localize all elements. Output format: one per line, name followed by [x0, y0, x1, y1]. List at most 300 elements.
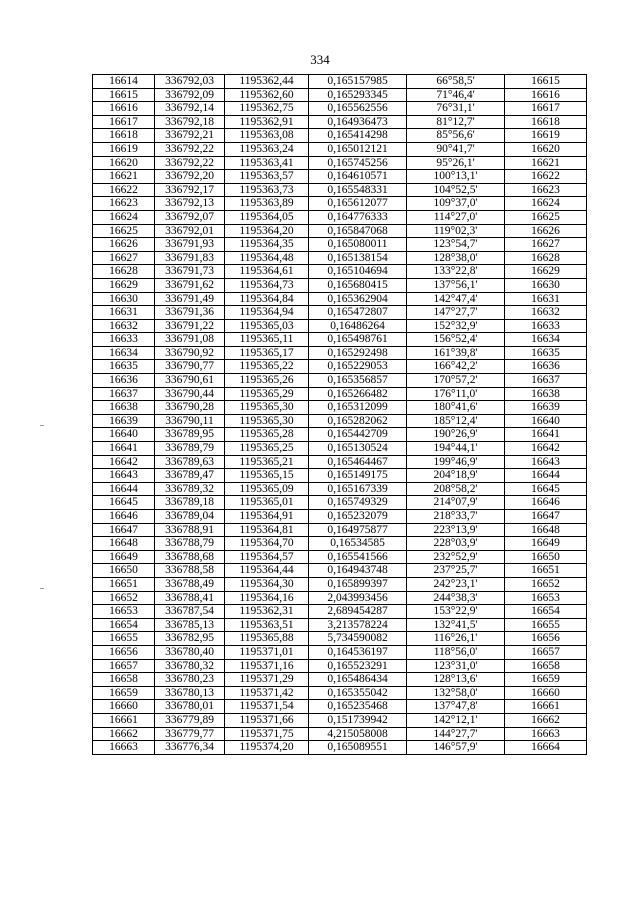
x-coordinate-cell: 336791,73	[155, 265, 225, 279]
x-coordinate-cell: 336789,79	[155, 442, 225, 456]
table-row	[93, 265, 587, 279]
direction-angle-cell: 104°52,5'	[407, 183, 505, 197]
y-coordinate-cell: 1195365,15	[225, 469, 309, 483]
point-number-cell: 16650	[93, 564, 155, 578]
y-coordinate-cell: 1195365,30	[225, 401, 309, 415]
distance-cell: 0,165149175	[309, 469, 407, 483]
x-coordinate-cell: 336790,92	[155, 346, 225, 360]
x-coordinate-cell: 336792,21	[155, 129, 225, 143]
y-coordinate-cell: 1195364,61	[225, 265, 309, 279]
distance-cell: 0,16534585	[309, 537, 407, 551]
table-row	[93, 401, 587, 415]
direction-angle-cell: 133°22,8'	[407, 265, 505, 279]
next-point-cell: 16661	[505, 700, 587, 714]
next-point-cell: 16631	[505, 292, 587, 306]
table-row	[93, 170, 587, 184]
point-number-cell: 16631	[93, 306, 155, 320]
direction-angle-cell: 123°54,7'	[407, 238, 505, 252]
distance-cell: 0,165312099	[309, 401, 407, 415]
direction-angle-cell: 142°12,1'	[407, 713, 505, 727]
page-number: 334	[310, 52, 330, 67]
direction-angle-cell: 223°13,9'	[407, 523, 505, 537]
point-number-cell: 16639	[93, 414, 155, 428]
point-number-cell: 16641	[93, 442, 155, 456]
next-point-cell: 16647	[505, 510, 587, 524]
next-point-cell: 16657	[505, 645, 587, 659]
y-coordinate-cell: 1195364,81	[225, 523, 309, 537]
x-coordinate-cell: 336792,01	[155, 224, 225, 238]
distance-cell: 0,165745256	[309, 156, 407, 170]
y-coordinate-cell: 1195363,08	[225, 129, 309, 143]
table-row	[93, 741, 587, 755]
point-number-cell: 16629	[93, 278, 155, 292]
x-coordinate-cell: 336791,08	[155, 333, 225, 347]
x-coordinate-cell: 336788,79	[155, 537, 225, 551]
direction-angle-cell: 142°47,4'	[407, 292, 505, 306]
table-row	[93, 414, 587, 428]
direction-angle-cell: 232°52,9'	[407, 550, 505, 564]
next-point-cell: 16618	[505, 115, 587, 129]
distance-cell: 2,043993456	[309, 591, 407, 605]
point-number-cell: 16618	[93, 129, 155, 143]
direction-angle-cell: 185°12,4'	[407, 414, 505, 428]
x-coordinate-cell: 336789,32	[155, 482, 225, 496]
next-point-cell: 16622	[505, 170, 587, 184]
y-coordinate-cell: 1195371,42	[225, 686, 309, 700]
distance-cell: 0,165486434	[309, 673, 407, 687]
y-coordinate-cell: 1195365,21	[225, 455, 309, 469]
direction-angle-cell: 144°27,7'	[407, 727, 505, 741]
table-row	[93, 346, 587, 360]
x-coordinate-cell: 336792,22	[155, 156, 225, 170]
table-row	[93, 374, 587, 388]
table-row	[93, 673, 587, 687]
y-coordinate-cell: 1195374,20	[225, 741, 309, 755]
point-number-cell: 16640	[93, 428, 155, 442]
distance-cell: 0,165229053	[309, 360, 407, 374]
next-point-cell: 16660	[505, 686, 587, 700]
next-point-cell: 16648	[505, 523, 587, 537]
x-coordinate-cell: 336780,23	[155, 673, 225, 687]
table-row	[93, 700, 587, 714]
point-number-cell: 16623	[93, 197, 155, 211]
next-point-cell: 16624	[505, 197, 587, 211]
next-point-cell: 16649	[505, 537, 587, 551]
y-coordinate-cell: 1195364,05	[225, 210, 309, 224]
next-point-cell: 16620	[505, 142, 587, 156]
table-row	[93, 306, 587, 320]
next-point-cell: 16659	[505, 673, 587, 687]
y-coordinate-cell: 1195364,30	[225, 577, 309, 591]
table-row	[93, 292, 587, 306]
table-row	[93, 224, 587, 238]
y-coordinate-cell: 1195364,94	[225, 306, 309, 320]
direction-angle-cell: 237°25,7'	[407, 564, 505, 578]
distance-cell: 0,165130524	[309, 442, 407, 456]
x-coordinate-cell: 336788,91	[155, 523, 225, 537]
x-coordinate-cell: 336790,77	[155, 360, 225, 374]
distance-cell: 0,164936473	[309, 115, 407, 129]
x-coordinate-cell: 336789,04	[155, 510, 225, 524]
x-coordinate-cell: 336792,13	[155, 197, 225, 211]
direction-angle-cell: 76°31,1'	[407, 102, 505, 116]
distance-cell: 0,165293345	[309, 88, 407, 102]
table-row	[93, 333, 587, 347]
point-number-cell: 16656	[93, 645, 155, 659]
point-number-cell: 16627	[93, 251, 155, 265]
distance-cell: 3,213578224	[309, 618, 407, 632]
y-coordinate-cell: 1195365,26	[225, 374, 309, 388]
table-row	[93, 469, 587, 483]
table-row	[93, 577, 587, 591]
next-point-cell: 16638	[505, 387, 587, 401]
point-number-cell: 16645	[93, 496, 155, 510]
point-number-cell: 16659	[93, 686, 155, 700]
table-row	[93, 523, 587, 537]
margin-tick-mark	[40, 588, 44, 589]
direction-angle-cell: 132°41,5'	[407, 618, 505, 632]
next-point-cell: 16619	[505, 129, 587, 143]
y-coordinate-cell: 1195365,09	[225, 482, 309, 496]
y-coordinate-cell: 1195362,75	[225, 102, 309, 116]
x-coordinate-cell: 336789,95	[155, 428, 225, 442]
table-row	[93, 564, 587, 578]
table-row	[93, 428, 587, 442]
next-point-cell: 16655	[505, 618, 587, 632]
y-coordinate-cell: 1195362,31	[225, 605, 309, 619]
y-coordinate-cell: 1195363,57	[225, 170, 309, 184]
table-row	[93, 510, 587, 524]
point-number-cell: 16652	[93, 591, 155, 605]
y-coordinate-cell: 1195365,01	[225, 496, 309, 510]
next-point-cell: 16632	[505, 306, 587, 320]
x-coordinate-cell: 336790,44	[155, 387, 225, 401]
point-number-cell: 16643	[93, 469, 155, 483]
y-coordinate-cell: 1195363,73	[225, 183, 309, 197]
x-coordinate-cell: 336790,61	[155, 374, 225, 388]
direction-angle-cell: 153°22,9'	[407, 605, 505, 619]
next-point-cell: 16663	[505, 727, 587, 741]
distance-cell: 0,165414298	[309, 129, 407, 143]
x-coordinate-cell: 336791,36	[155, 306, 225, 320]
point-number-cell: 16621	[93, 170, 155, 184]
next-point-cell: 16621	[505, 156, 587, 170]
x-coordinate-cell: 336791,49	[155, 292, 225, 306]
x-coordinate-cell: 336779,77	[155, 727, 225, 741]
table-row	[93, 129, 587, 143]
table-row	[93, 659, 587, 673]
table-row	[93, 183, 587, 197]
distance-cell: 0,165138154	[309, 251, 407, 265]
table-row	[93, 319, 587, 333]
x-coordinate-cell: 336791,93	[155, 238, 225, 252]
next-point-cell: 16658	[505, 659, 587, 673]
table-row	[93, 496, 587, 510]
y-coordinate-cell: 1195364,73	[225, 278, 309, 292]
point-number-cell: 16651	[93, 577, 155, 591]
y-coordinate-cell: 1195364,44	[225, 564, 309, 578]
distance-cell: 0,165749329	[309, 496, 407, 510]
point-number-cell: 16619	[93, 142, 155, 156]
next-point-cell: 16643	[505, 455, 587, 469]
next-point-cell: 16626	[505, 224, 587, 238]
next-point-cell: 16636	[505, 360, 587, 374]
y-coordinate-cell: 1195365,28	[225, 428, 309, 442]
x-coordinate-cell: 336792,18	[155, 115, 225, 129]
point-number-cell: 16617	[93, 115, 155, 129]
table-row	[93, 645, 587, 659]
y-coordinate-cell: 1195364,84	[225, 292, 309, 306]
direction-angle-cell: 190°26,9'	[407, 428, 505, 442]
y-coordinate-cell: 1195363,51	[225, 618, 309, 632]
next-point-cell: 16630	[505, 278, 587, 292]
next-point-cell: 16637	[505, 374, 587, 388]
direction-angle-cell: 109°37,0'	[407, 197, 505, 211]
x-coordinate-cell: 336792,22	[155, 142, 225, 156]
next-point-cell: 16650	[505, 550, 587, 564]
coordinates-table	[92, 74, 587, 755]
table-row	[93, 727, 587, 741]
distance-cell: 0,165012121	[309, 142, 407, 156]
next-point-cell: 16634	[505, 333, 587, 347]
direction-angle-cell: 71°46,4'	[407, 88, 505, 102]
table-row	[93, 88, 587, 102]
x-coordinate-cell: 336782,95	[155, 632, 225, 646]
next-point-cell: 16633	[505, 319, 587, 333]
point-number-cell: 16663	[93, 741, 155, 755]
point-number-cell: 16622	[93, 183, 155, 197]
point-number-cell: 16616	[93, 102, 155, 116]
table-row	[93, 591, 587, 605]
direction-angle-cell: 152°32,9'	[407, 319, 505, 333]
y-coordinate-cell: 1195365,30	[225, 414, 309, 428]
direction-angle-cell: 166°42,2'	[407, 360, 505, 374]
next-point-cell: 16646	[505, 496, 587, 510]
next-point-cell: 16654	[505, 605, 587, 619]
direction-angle-cell: 90°41,7'	[407, 142, 505, 156]
distance-cell: 0,165442709	[309, 428, 407, 442]
direction-angle-cell: 228°03,9'	[407, 537, 505, 551]
table-row	[93, 238, 587, 252]
y-coordinate-cell: 1195363,89	[225, 197, 309, 211]
x-coordinate-cell: 336791,22	[155, 319, 225, 333]
x-coordinate-cell: 336792,14	[155, 102, 225, 116]
point-number-cell: 16649	[93, 550, 155, 564]
x-coordinate-cell: 336789,18	[155, 496, 225, 510]
table-row	[93, 442, 587, 456]
point-number-cell: 16624	[93, 210, 155, 224]
table-row	[93, 632, 587, 646]
y-coordinate-cell: 1195365,22	[225, 360, 309, 374]
x-coordinate-cell: 336788,41	[155, 591, 225, 605]
y-coordinate-cell: 1195363,41	[225, 156, 309, 170]
distance-cell: 0,165847068	[309, 224, 407, 238]
y-coordinate-cell: 1195371,16	[225, 659, 309, 673]
direction-angle-cell: 146°57,9'	[407, 741, 505, 755]
x-coordinate-cell: 336776,34	[155, 741, 225, 755]
table-row	[93, 686, 587, 700]
distance-cell: 2,689454287	[309, 605, 407, 619]
point-number-cell: 16644	[93, 482, 155, 496]
y-coordinate-cell: 1195371,66	[225, 713, 309, 727]
point-number-cell: 16638	[93, 401, 155, 415]
next-point-cell: 16616	[505, 88, 587, 102]
y-coordinate-cell: 1195364,91	[225, 510, 309, 524]
x-coordinate-cell: 336788,58	[155, 564, 225, 578]
x-coordinate-cell: 336788,49	[155, 577, 225, 591]
distance-cell: 0,165562556	[309, 102, 407, 116]
next-point-cell: 16641	[505, 428, 587, 442]
point-number-cell: 16628	[93, 265, 155, 279]
distance-cell: 0,165266482	[309, 387, 407, 401]
table-row	[93, 550, 587, 564]
next-point-cell: 16627	[505, 238, 587, 252]
y-coordinate-cell: 1195371,75	[225, 727, 309, 741]
point-number-cell: 16642	[93, 455, 155, 469]
next-point-cell: 16656	[505, 632, 587, 646]
y-coordinate-cell: 1195362,60	[225, 88, 309, 102]
y-coordinate-cell: 1195364,48	[225, 251, 309, 265]
distance-cell: 0,165523291	[309, 659, 407, 673]
x-coordinate-cell: 336791,83	[155, 251, 225, 265]
x-coordinate-cell: 336789,63	[155, 455, 225, 469]
point-number-cell: 16654	[93, 618, 155, 632]
distance-cell: 0,165362904	[309, 292, 407, 306]
distance-cell: 0,165541566	[309, 550, 407, 564]
distance-cell: 0,165292498	[309, 346, 407, 360]
y-coordinate-cell: 1195371,01	[225, 645, 309, 659]
y-coordinate-cell: 1195364,35	[225, 238, 309, 252]
next-point-cell: 16640	[505, 414, 587, 428]
direction-angle-cell: 242°23,1'	[407, 577, 505, 591]
distance-cell: 0,151739942	[309, 713, 407, 727]
point-number-cell: 16660	[93, 700, 155, 714]
next-point-cell: 16629	[505, 265, 587, 279]
next-point-cell: 16652	[505, 577, 587, 591]
direction-angle-cell: 128°13,6'	[407, 673, 505, 687]
x-coordinate-cell: 336779,89	[155, 713, 225, 727]
point-number-cell: 16648	[93, 537, 155, 551]
direction-angle-cell: 85°56,6'	[407, 129, 505, 143]
table-row	[93, 142, 587, 156]
next-point-cell: 16617	[505, 102, 587, 116]
direction-angle-cell: 95°26,1'	[407, 156, 505, 170]
y-coordinate-cell: 1195362,44	[225, 75, 309, 89]
point-number-cell: 16635	[93, 360, 155, 374]
table-row	[93, 618, 587, 632]
y-coordinate-cell: 1195371,29	[225, 673, 309, 687]
next-point-cell: 16664	[505, 741, 587, 755]
y-coordinate-cell: 1195364,16	[225, 591, 309, 605]
x-coordinate-cell: 336789,47	[155, 469, 225, 483]
direction-angle-cell: 128°38,0'	[407, 251, 505, 265]
y-coordinate-cell: 1195365,03	[225, 319, 309, 333]
direction-angle-cell: 116°26,1'	[407, 632, 505, 646]
next-point-cell: 16645	[505, 482, 587, 496]
distance-cell: 0,165104694	[309, 265, 407, 279]
x-coordinate-cell: 336780,40	[155, 645, 225, 659]
table-row	[93, 387, 587, 401]
table-row	[93, 75, 587, 89]
next-point-cell: 16615	[505, 75, 587, 89]
y-coordinate-cell: 1195362,91	[225, 115, 309, 129]
point-number-cell: 16636	[93, 374, 155, 388]
y-coordinate-cell: 1195364,70	[225, 537, 309, 551]
direction-angle-cell: 194°44,1'	[407, 442, 505, 456]
table-row	[93, 210, 587, 224]
table-row	[93, 115, 587, 129]
direction-angle-cell: 180°41,6'	[407, 401, 505, 415]
table-row	[93, 455, 587, 469]
distance-cell: 0,165498761	[309, 333, 407, 347]
point-number-cell: 16615	[93, 88, 155, 102]
point-number-cell: 16646	[93, 510, 155, 524]
y-coordinate-cell: 1195365,17	[225, 346, 309, 360]
direction-angle-cell: 170°57,2'	[407, 374, 505, 388]
coordinates-table-body	[93, 75, 587, 755]
x-coordinate-cell: 336780,32	[155, 659, 225, 673]
point-number-cell: 16657	[93, 659, 155, 673]
distance-cell: 5,734590082	[309, 632, 407, 646]
distance-cell: 0,165680415	[309, 278, 407, 292]
point-number-cell: 16633	[93, 333, 155, 347]
next-point-cell: 16662	[505, 713, 587, 727]
next-point-cell: 16628	[505, 251, 587, 265]
next-point-cell: 16639	[505, 401, 587, 415]
direction-angle-cell: 118°56,0'	[407, 645, 505, 659]
table-row	[93, 278, 587, 292]
x-coordinate-cell: 336787,54	[155, 605, 225, 619]
distance-cell: 0,165235468	[309, 700, 407, 714]
distance-cell: 0,165232079	[309, 510, 407, 524]
point-number-cell: 16630	[93, 292, 155, 306]
point-number-cell: 16614	[93, 75, 155, 89]
distance-cell: 0,165472807	[309, 306, 407, 320]
direction-angle-cell: 100°13,1'	[407, 170, 505, 184]
distance-cell: 0,165282062	[309, 414, 407, 428]
distance-cell: 0,164943748	[309, 564, 407, 578]
point-number-cell: 16632	[93, 319, 155, 333]
distance-cell: 0,164776333	[309, 210, 407, 224]
distance-cell: 0,164536197	[309, 645, 407, 659]
point-number-cell: 16653	[93, 605, 155, 619]
distance-cell: 0,165356857	[309, 374, 407, 388]
point-number-cell: 16625	[93, 224, 155, 238]
distance-cell: 0,164610571	[309, 170, 407, 184]
distance-cell: 0,165157985	[309, 75, 407, 89]
distance-cell: 0,164975877	[309, 523, 407, 537]
point-number-cell: 16662	[93, 727, 155, 741]
distance-cell: 0,165464467	[309, 455, 407, 469]
next-point-cell: 16651	[505, 564, 587, 578]
next-point-cell: 16625	[505, 210, 587, 224]
distance-cell: 0,165355042	[309, 686, 407, 700]
direction-angle-cell: 123°31,0'	[407, 659, 505, 673]
y-coordinate-cell: 1195365,88	[225, 632, 309, 646]
point-number-cell: 16634	[93, 346, 155, 360]
point-number-cell: 16658	[93, 673, 155, 687]
point-number-cell: 16661	[93, 713, 155, 727]
x-coordinate-cell: 336790,11	[155, 414, 225, 428]
x-coordinate-cell: 336792,17	[155, 183, 225, 197]
x-coordinate-cell: 336790,28	[155, 401, 225, 415]
x-coordinate-cell: 336792,03	[155, 75, 225, 89]
x-coordinate-cell: 336792,09	[155, 88, 225, 102]
distance-cell: 0,165548331	[309, 183, 407, 197]
distance-cell: 0,165899397	[309, 577, 407, 591]
distance-cell: 4,215058008	[309, 727, 407, 741]
point-number-cell: 16655	[93, 632, 155, 646]
